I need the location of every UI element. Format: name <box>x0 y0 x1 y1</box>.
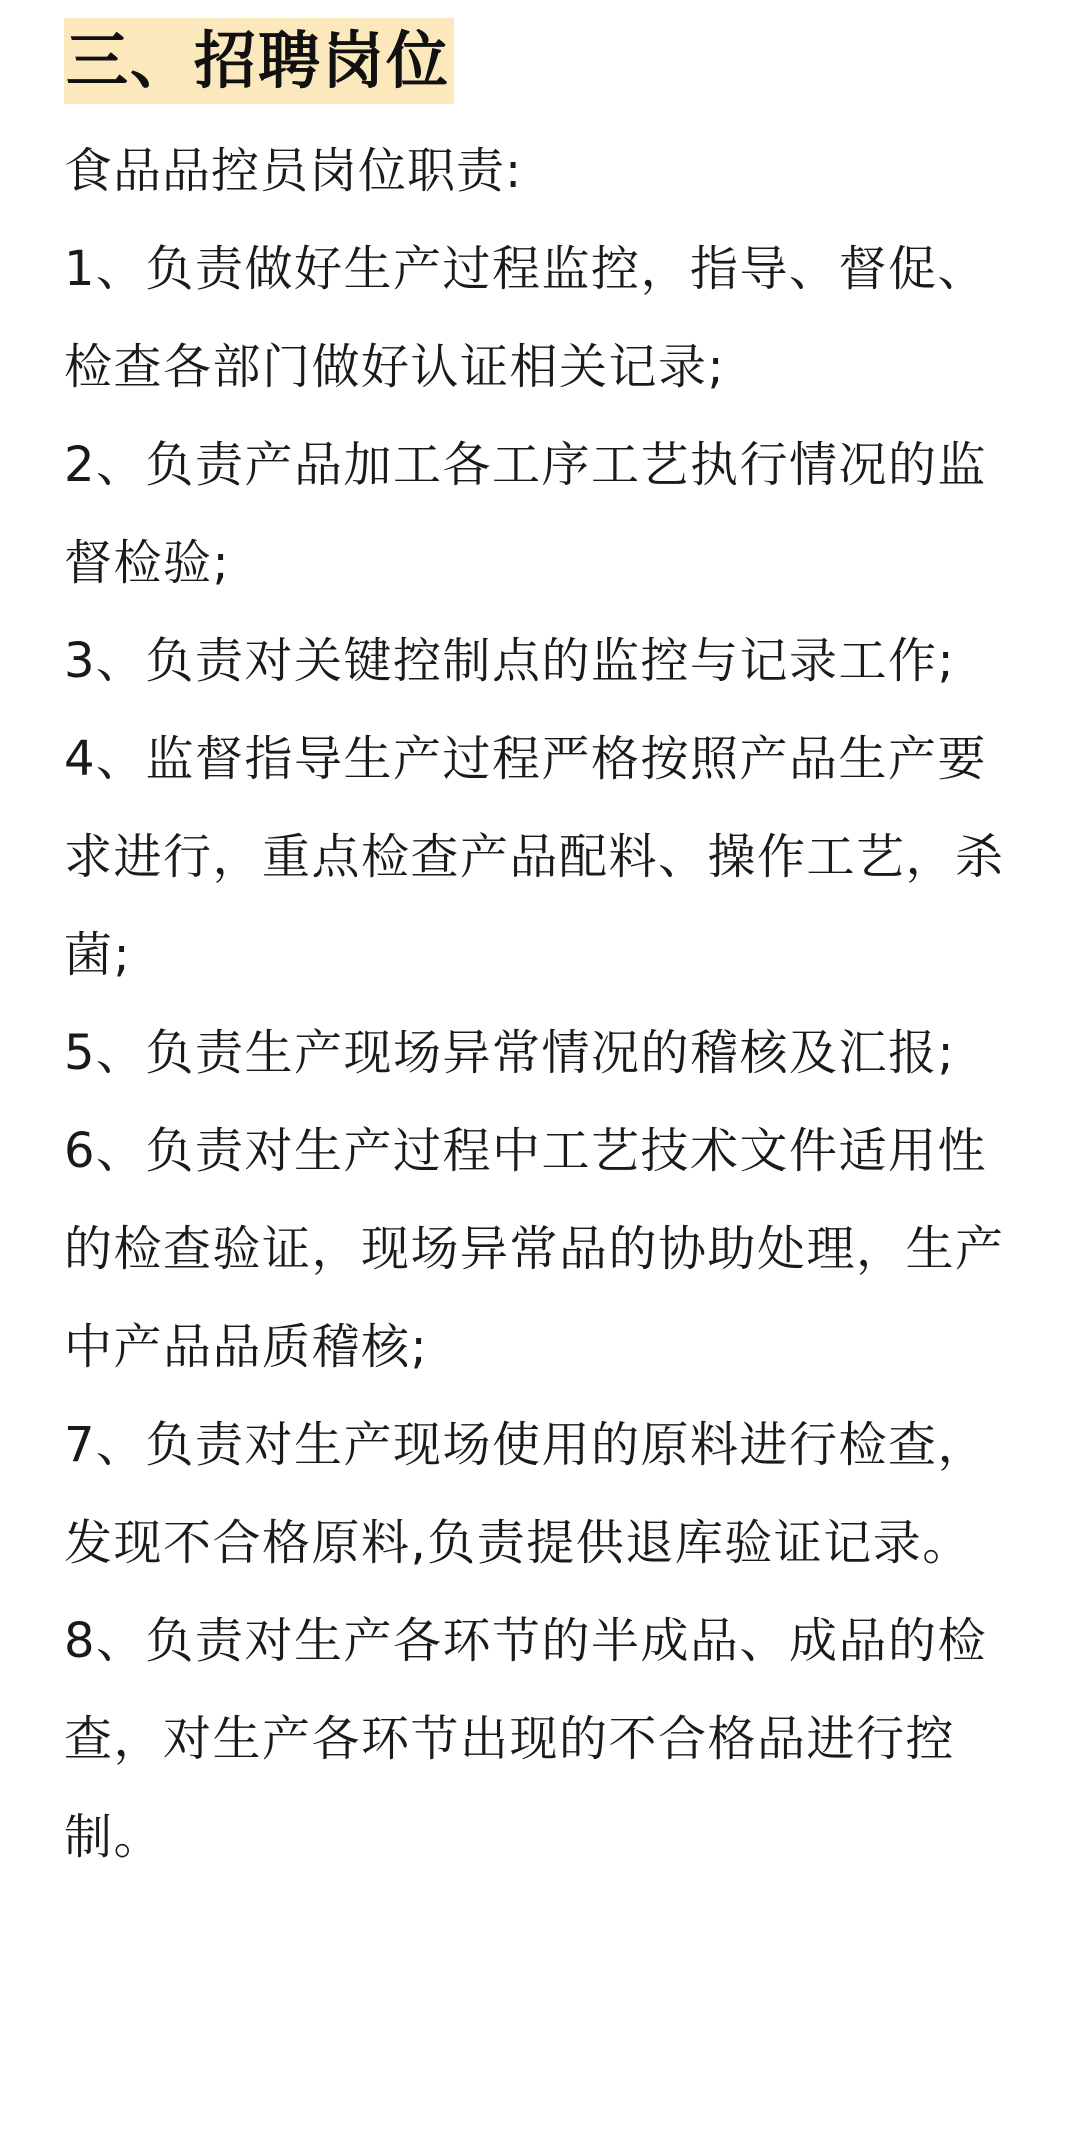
duty-item-2: 2、负责产品加工各工序工艺执行情况的监督检验; <box>64 437 988 591</box>
duty-item-3: 3、负责对关键控制点的监控与记录工作; <box>64 633 956 689</box>
article-body <box>64 18 1024 1886</box>
section-heading: 三、招聘岗位 <box>66 24 451 97</box>
duty-item-1: 1、负责做好生产过程监控，指导、督促、检查各部门做好认证相关记录; <box>64 241 988 395</box>
duty-item-5: 5、负责生产现场异常情况的稽核及汇报; <box>64 1025 956 1081</box>
duty-item-8: 8、负责对生产各环节的半成品、成品的检查，对生产各环节出现的不合格品进行控制。 <box>64 1613 988 1865</box>
job-title: 食品品控员岗位职责: <box>64 143 523 199</box>
duty-item-6: 6、负责对生产过程中工艺技术文件适用性的检查验证，现场异常品的协助处理，生产中产品品质稽核; <box>64 1123 1005 1375</box>
duty-item-7: 7、负责对生产现场使用的原料进行检查，发现不合格原料,负责提供退库验证记录。 <box>64 1417 988 1571</box>
section-heading-highlight <box>64 18 454 104</box>
duty-item-4: 4、监督指导生产过程严格按照产品生产要求进行，重点检查产品配料、操作工艺，杀菌; <box>64 731 1005 983</box>
